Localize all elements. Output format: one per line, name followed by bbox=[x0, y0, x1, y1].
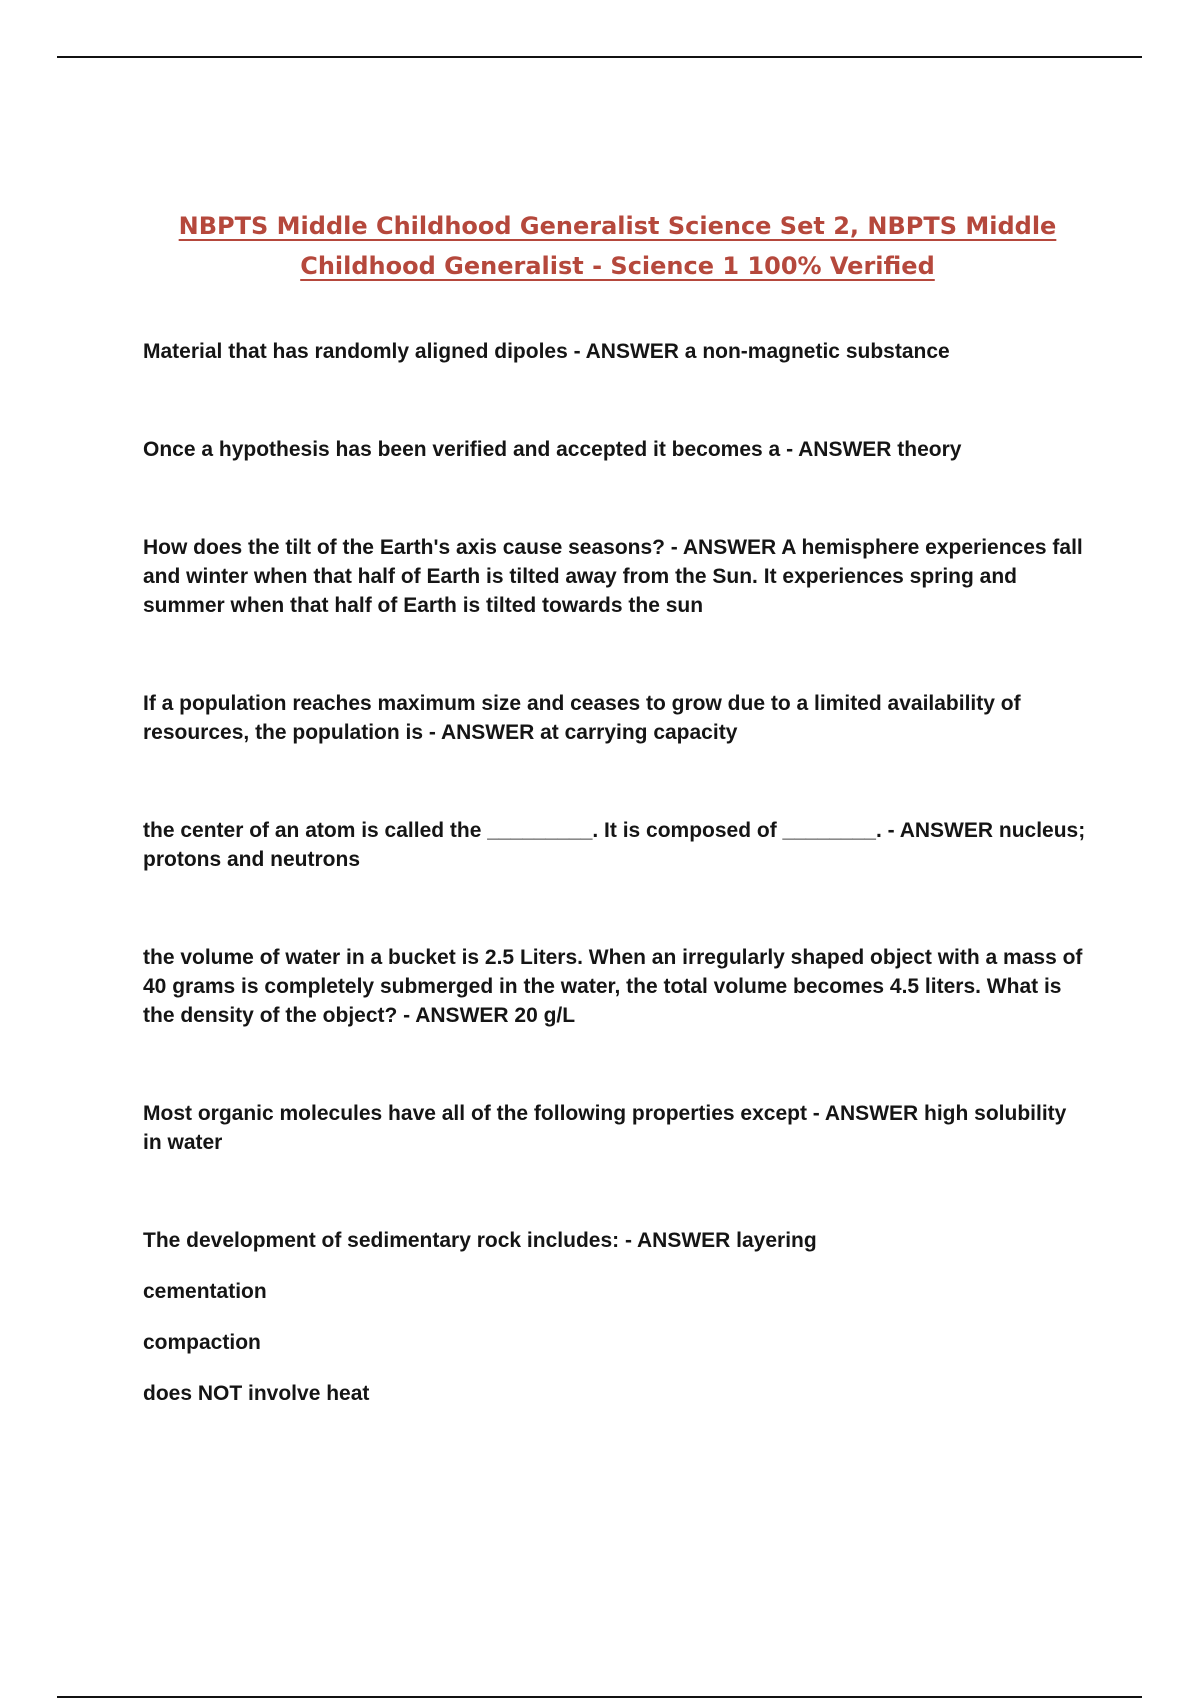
qa-item bbox=[143, 435, 1088, 464]
qa-list bbox=[143, 337, 1088, 1408]
qa-extra-line: does NOT involve heat bbox=[143, 1382, 370, 1405]
qa-item bbox=[143, 816, 1088, 874]
qa-item bbox=[143, 337, 1088, 366]
qa-text: The development of sedimentary rock includes: - ANSWER layering bbox=[143, 1229, 817, 1252]
qa-item bbox=[143, 943, 1088, 1030]
qa-item bbox=[143, 1099, 1088, 1157]
qa-text: Once a hypothesis has been verified and accepted it becomes a - ANSWER theory bbox=[143, 438, 962, 461]
qa-text: If a population reaches maximum size and ceases to grow due to a limited availability of resources, the population is - ANSWER at carrying capacity bbox=[143, 692, 1021, 744]
qa-text: Material that has randomly aligned dipoles - ANSWER a non-magnetic substance bbox=[143, 340, 950, 363]
qa-text: Most organic molecules have all of the following properties except - ANSWER high solubility in water bbox=[143, 1102, 1067, 1154]
document-title bbox=[150, 206, 1085, 286]
qa-extra-line: compaction bbox=[143, 1331, 261, 1354]
document-title-text: NBPTS Middle Childhood Generalist Science Set 2, NBPTS Middle Childhood Generalist - Science 1 100% Verified bbox=[178, 212, 1057, 281]
bottom-rule bbox=[57, 1696, 1142, 1698]
top-rule bbox=[57, 56, 1142, 58]
qa-extra-line: cementation bbox=[143, 1280, 267, 1303]
qa-item bbox=[143, 689, 1088, 747]
qa-item bbox=[143, 533, 1088, 620]
qa-text: the volume of water in a bucket is 2.5 Liters. When an irregularly shaped object with a mass of 40 grams is completely submerged in the water, the total volume becomes 4.5 liters. What is the density of the object? - ANSWER 20 g/L bbox=[143, 946, 1083, 1027]
qa-text: How does the tilt of the Earth's axis cause seasons? - ANSWER A hemisphere experiences fall and winter when that half of Earth is tilted away from the Sun. It experiences spring and summer when that half of Earth is tilted towards the sun bbox=[143, 536, 1083, 617]
qa-item bbox=[143, 1226, 1088, 1408]
qa-text: the center of an atom is called the _________. It is composed of ________. - ANSWER nucleus; protons and neutrons bbox=[143, 819, 1086, 871]
